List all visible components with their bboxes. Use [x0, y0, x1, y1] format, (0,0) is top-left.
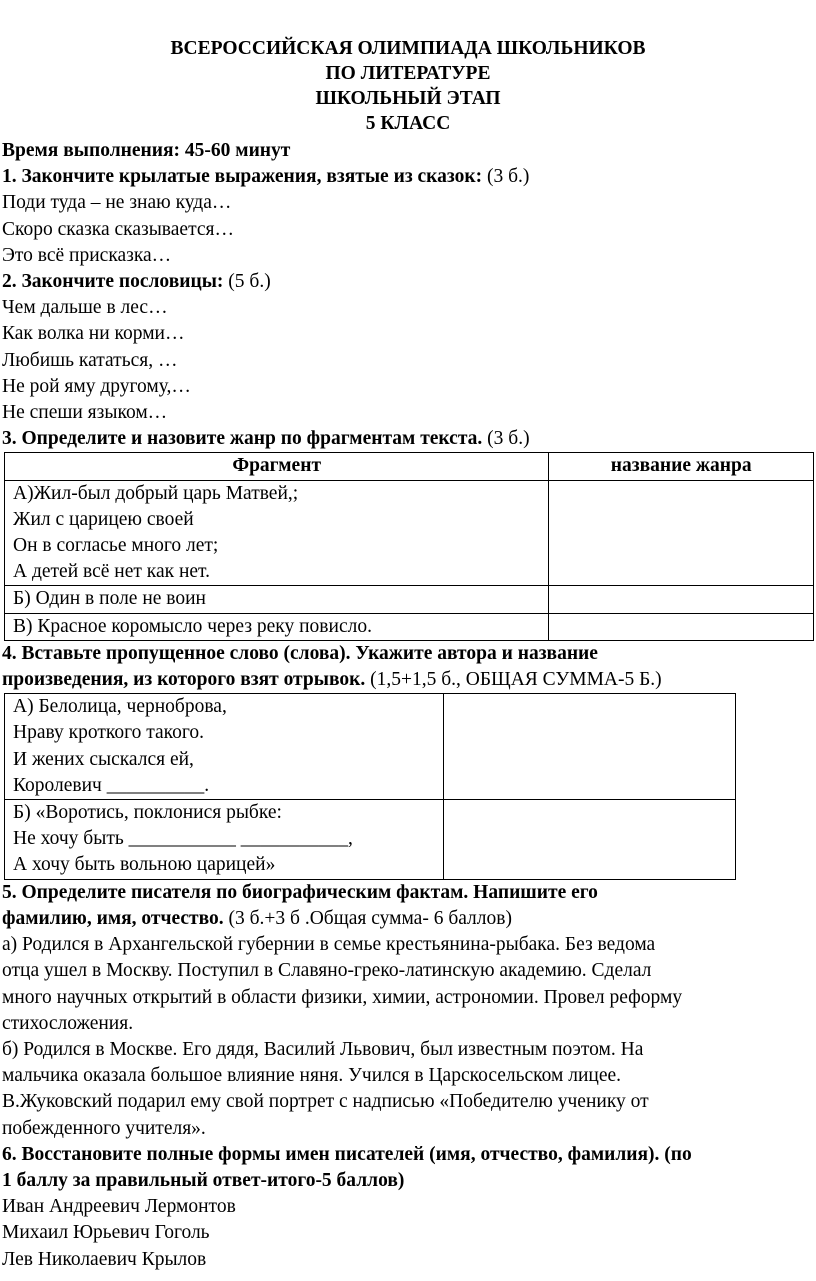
- excerpt-line: Нраву кроткого такого.: [13, 722, 205, 744]
- genre-table: [4, 452, 814, 640]
- author-answer-cell[interactable]: [444, 694, 736, 800]
- question-3-points: (3 б.): [482, 428, 530, 450]
- excerpt-line: И жених сыскался ей,: [13, 748, 194, 770]
- genre-answer-cell[interactable]: [549, 586, 814, 613]
- q1-line: Поди туда – не знаю куда…: [2, 192, 232, 214]
- olympiad-page: [0, 36, 816, 1273]
- q5a-line: а) Родился в Архангельской губернии в семье крестьянина-рыбака. Без ведома: [2, 934, 656, 956]
- column-header-genre: название жанра: [549, 453, 814, 480]
- table-header-row: [5, 453, 814, 480]
- question-6-title-line1: 6. Восстановите полные формы имен писателей (имя, отчество, фамилия). (по: [2, 1143, 692, 1165]
- q5b-line: б) Родился в Москве. Его дядя, Василий Львович, был известным поэтом. На: [2, 1038, 644, 1060]
- q1-line: Скоро сказка сказывается…: [2, 218, 234, 240]
- q2-line: Как волка ни корми…: [2, 323, 185, 345]
- time-limit: Время выполнения: 45-60 минут: [2, 140, 291, 161]
- excerpt-line: А) Белолица, черноброва,: [13, 696, 227, 718]
- q2-line: Не рой яму другому,…: [2, 375, 191, 397]
- q1-line: Это всё присказка…: [2, 244, 172, 266]
- question-5-points: (3 б.+3 б .Общая сумма- 6 баллов): [223, 907, 512, 929]
- q5a-line: много научных открытий в области физики, химии, астрономии. Провел реформу: [2, 986, 683, 1008]
- question-5-heading: [2, 906, 816, 932]
- excerpt-line: А хочу быть вольною царицей»: [13, 854, 276, 876]
- question-5-title-line1: 5. Определите писателя по биографическим фактам. Напишите его: [2, 881, 598, 903]
- question-1-points: (3 б.): [482, 166, 530, 188]
- author-answer-cell[interactable]: [444, 800, 736, 880]
- question-6-title-line2: 1 баллу за правильный ответ-итого-5 баллов): [2, 1169, 405, 1191]
- q5b-line: мальчика оказала большое влияние няня. Учился в Царскосельском лицее.: [2, 1065, 622, 1087]
- table-row: [5, 800, 736, 880]
- fragment-line: А детей всё нет как нет.: [13, 561, 210, 583]
- fragment-cell: [5, 480, 549, 586]
- fragment-line: В) Красное коромысло через реку повисло.: [13, 615, 372, 637]
- excerpt-cell: [5, 694, 444, 800]
- column-header-fragment: Фрагмент: [5, 453, 549, 480]
- header-grade: 5 КЛАСС: [365, 113, 451, 134]
- q5b-line: побежденного учителя».: [2, 1117, 206, 1139]
- q5a-line: стихосложения.: [2, 1012, 134, 1034]
- question-4-title-line2: произведения, из которого взят отрывок.: [2, 669, 366, 691]
- header-title: ВСЕРОССИЙСКАЯ ОЛИМПИАДА ШКОЛЬНИКОВ: [170, 38, 646, 59]
- excerpt-line: Не хочу быть ___________ ___________,: [13, 828, 353, 850]
- table-row: [5, 694, 736, 800]
- excerpt-line: Б) «Воротись, поклонися рыбке:: [13, 802, 282, 824]
- table-row: [5, 586, 814, 613]
- fragment-cell: [5, 586, 549, 613]
- question-4-title-line1: 4. Вставьте пропущенное слово (слова). Укажите автора и название: [2, 642, 598, 664]
- q6-line: Иван Андреевич Лермонтов: [2, 1196, 236, 1218]
- q5b-line: В.Жуковский подарил ему свой портрет с надписью «Победителю ученику от: [2, 1091, 649, 1113]
- question-4-points: (1,5+1,5 б., ОБЩАЯ СУММА-5 Б.): [365, 669, 662, 691]
- q6-line: Михаил Юрьевич Гоголь: [2, 1222, 210, 1244]
- question-3-heading: [2, 426, 816, 452]
- question-1-heading: [2, 164, 816, 190]
- table-row: [5, 480, 814, 586]
- table-row: [5, 613, 814, 640]
- excerpt-table: [4, 693, 736, 879]
- fragment-line: Жил с царицею своей: [13, 508, 194, 530]
- question-2-heading: [2, 269, 816, 295]
- question-1-title: 1. Закончите крылатые выражения, взятые из сказок:: [2, 166, 483, 188]
- excerpt-line: Королевич __________.: [13, 774, 210, 796]
- question-3-title: 3. Определите и назовите жанр по фрагментам текста.: [2, 428, 483, 450]
- genre-answer-cell[interactable]: [549, 613, 814, 640]
- genre-answer-cell[interactable]: [549, 480, 814, 586]
- q2-line: Любишь кататься, …: [2, 349, 178, 371]
- header-stage: ШКОЛЬНЫЙ ЭТАП: [315, 88, 501, 109]
- fragment-line: Б) Один в поле не воин: [13, 588, 206, 610]
- header-subject: ПО ЛИТЕРАТУРЕ: [325, 63, 491, 84]
- q6-line: Лев Николаевич Крылов: [2, 1248, 207, 1270]
- excerpt-cell: [5, 800, 444, 880]
- q5a-line: отца ушел в Москву. Поступил в Славяно-греко-латинскую академию. Сделал: [2, 960, 652, 982]
- q2-line: Чем дальше в лес…: [2, 297, 168, 319]
- q2-line: Не спеши языком…: [2, 402, 168, 424]
- question-2-title: 2. Закончите пословицы:: [2, 271, 224, 293]
- question-4-heading: [2, 667, 816, 693]
- question-2-points: (5 б.): [223, 271, 271, 293]
- document-header: [0, 36, 816, 136]
- question-5-title-line2: фамилию, имя, отчество.: [2, 907, 224, 929]
- fragment-line: Он в согласье много лет;: [13, 535, 219, 557]
- fragment-cell: [5, 613, 549, 640]
- fragment-line: А)Жил-был добрый царь Матвей,;: [13, 482, 299, 504]
